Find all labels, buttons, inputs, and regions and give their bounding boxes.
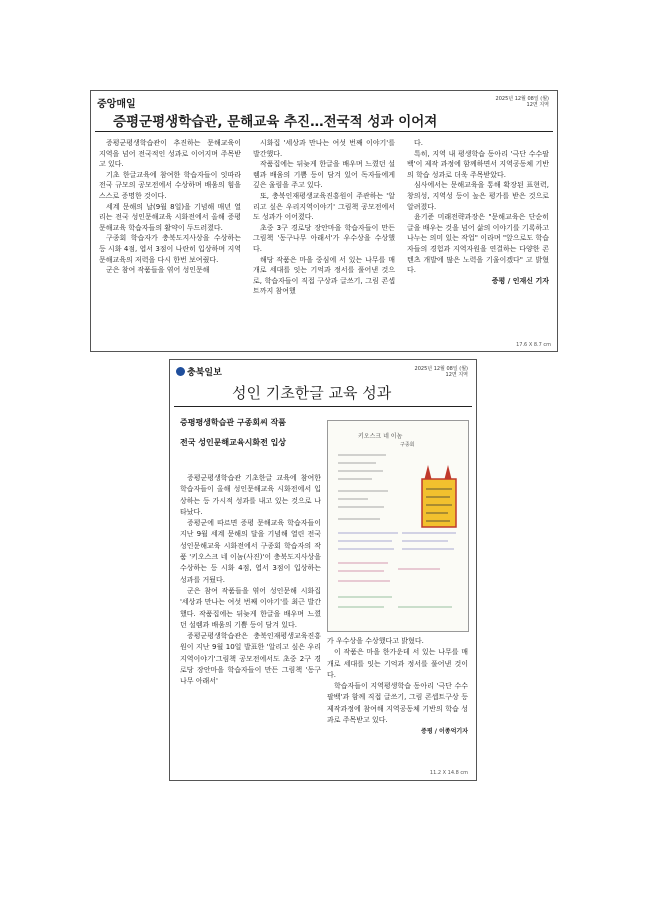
paragraph: 군은 참여 작품들을 엮어 성인문해 bbox=[106, 266, 210, 275]
paragraph: 기초 한글교육에 참여한 학습자들이 잇따라 전국 규모의 공모전에서 수상하며 배움의 힘을 스스로 증명한 것이다. bbox=[99, 170, 241, 200]
issue-date-block bbox=[496, 96, 549, 108]
paragraph: 구종회 학습자가 충북도지사상을 수상하는 등 시화 4점, 엽서 3점이 나란히 입상하며 지역 문해교육의 저력을 다시 한번 보여줬다. bbox=[99, 234, 241, 264]
paragraph: 윤기준 미래전략과장은 "문해교육은 단순히 글을 배우는 것을 넘어 삶의 이야기를 기록하고 나누는 의미 있는 작업" 이라며 "앞으로도 학습자들의 경험과 지역자원을 연결하는 다양한 콘텐츠 개발에 많은 노력을 기울이겠다" 고 밝혔다. bbox=[407, 213, 549, 275]
paragraph: 증평군에 따르면 증평 문해교육 학습자들이 지난 9월 세계 문해의 달을 기념해 열린 전국 성인문해교육 시화전에서 구종회 학습자의 작품 '키오스크 네 이놈(사진)'이 충북도지사상을 수상하는 등 시화 4점, 엽서 3점이 입상하는 성과를 거뒀다. bbox=[180, 519, 321, 584]
paragraph: 이 작품은 마을 한가운데 서 있는 나무를 매개로 세대를 잇는 기억과 정서를 풀어낸 것이다. bbox=[327, 648, 468, 679]
paragraph: 세계 문해의 날(9월 8일)을 기념해 매년 열리는 전국 성인문해교육 시화전에서 올해 증평 문해교육 학습자들의 활약이 두드러졌다. bbox=[99, 202, 241, 232]
page-info: 12면 지역 bbox=[445, 372, 468, 378]
newspaper-logo-icon bbox=[176, 367, 185, 376]
headline: 증평군평생학습관, 문해교육 추진…전국적 성과 이어져 bbox=[113, 114, 438, 130]
paragraph: 가 우수상을 수상했다고 밝혔다. bbox=[327, 637, 424, 645]
artwork-author: 구종회 bbox=[400, 442, 415, 448]
article-column-2 bbox=[253, 138, 395, 340]
paragraph: 시화집 '세상과 만나는 여섯 번째 이야기'를 발간했다. bbox=[253, 139, 395, 158]
paragraph: 초중 3구 경로당 장안마을 학습자들이 만든 그림책 '동구나무 아래서'가 우수상을 수상했다. bbox=[253, 223, 395, 253]
subheadline-2: 전국 성인문해교육시화전 입상 bbox=[180, 438, 287, 447]
page-info: 12면 지역 bbox=[526, 102, 549, 108]
article-column-2 bbox=[327, 636, 468, 766]
paragraph: 특히, 지역 내 평생학습 동아리 '극단 수수팔백'이 제작 과정에 함께하면서 지역공동체 기반의 학습 성과로 더욱 주목받았다. bbox=[407, 149, 549, 179]
issue-date-block bbox=[415, 366, 468, 378]
article-column-1 bbox=[99, 138, 241, 340]
byline: 증평 / 인재신 기자 bbox=[491, 276, 549, 285]
masthead-text: 충북일보 bbox=[187, 368, 222, 378]
issue-date: 2025년 12월 08일 (월) bbox=[495, 96, 549, 102]
divider bbox=[174, 406, 472, 407]
paragraph: 증평군평생학습관이 추진하는 문해교육이 지역을 넘어 전국적인 성과로 이어지며 주목받고 있다. bbox=[99, 139, 241, 169]
clip-size: 11.2 X 14.8 cm bbox=[429, 770, 468, 776]
masthead bbox=[176, 365, 222, 378]
paragraph: 심사에서는 문해교육을 통해 확장된 표현력, 창의성, 지역성 등이 높은 평가를 받은 것으로 알려졌다. bbox=[407, 181, 549, 211]
paragraph: 해당 작품은 마을 중심에 서 있는 나무를 매개로 세대를 잇는 기억과 정서를 풀어낸 것으로, 학습자들이 직접 구상과 글쓰기, 그림 콘셉트까지 참여했 bbox=[253, 255, 395, 296]
newspaper-clipping-joongang bbox=[90, 90, 558, 352]
artwork-drawing bbox=[328, 421, 468, 631]
byline: 증평 / 이종억기자 bbox=[421, 728, 468, 736]
paragraph: 다. bbox=[414, 139, 423, 147]
poem-artwork-photo bbox=[327, 420, 469, 632]
paragraph: 증평군평생학습관 기초한글 교육에 참여한 학습자들이 올해 성인문해교육 시화전에서 입상하는 등 가시적 성과를 내고 있는 것으로 나타났다. bbox=[180, 474, 321, 516]
headline: 성인 기초한글 교육 성과 bbox=[232, 384, 392, 402]
subheadline-1: 증평평생학습관 구종회씨 작품 bbox=[180, 418, 287, 427]
paragraph: 학습자들이 지역평생학습 동아리 '극단 수수팔백'과 함께 직접 글쓰기, 그림 콘셉트구상 등 제작과정에 참여해 지역공동체 기반의 학습 성과로 주목받고 있다. bbox=[327, 682, 468, 725]
artwork-title: 키오스크 네 이놈 bbox=[358, 433, 403, 440]
article-column-3 bbox=[407, 138, 549, 340]
paragraph: 또, 충북인재평생교육진흥원이 주관하는 '알리고 싶은 우리지역이야기' 그림책 공모전에서도 성과가 이어졌다. bbox=[253, 191, 395, 222]
paragraph: 증평군평생학습관은 충북인재평생교육진흥원이 지난 9월 10일 발표한 '알리고 싶은 우리지역이야기'그림책 공모전에서도 초중 2구 경로당 장안마을 학습자들이 만든 그림책 '동구나무 아래서' bbox=[180, 632, 321, 686]
clip-size: 17.6 X 8.7 cm bbox=[516, 342, 551, 348]
divider bbox=[95, 131, 553, 132]
article-column-1 bbox=[180, 473, 321, 773]
paragraph: 군은 참여 작품들을 엮어 성인문해 시화집 '세상과 만나는 여섯 번째 이야기'를 최근 발간했다. 작품집에는 뒤늦게 한글을 배우며 느꼈던 설렘과 배움의 기쁨 등이 담겨 있다. bbox=[180, 586, 321, 629]
issue-date: 2025년 12월 08일 (월) bbox=[414, 366, 468, 372]
paragraph: 작품집에는 뒤늦게 한글을 배우며 느꼈던 설렘과 배움의 기쁨 등이 담겨 있어 독자들에게 깊은 울림을 주고 있다. bbox=[253, 160, 395, 190]
newspaper-clipping-chungbuk bbox=[169, 359, 477, 781]
masthead: 중앙매일 bbox=[97, 99, 136, 110]
